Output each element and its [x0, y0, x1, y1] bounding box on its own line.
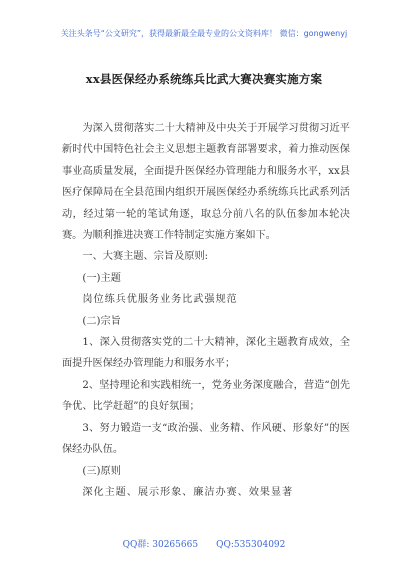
purpose-item-1: 1、深入贯彻落实党的二十大精神，深化主题教育成效，全面提升医保经办管理能力和服务水平；	[62, 337, 350, 370]
footer-qq-number: QQ:535304092	[216, 540, 286, 550]
subheading-principles: (三)原则	[82, 465, 121, 477]
purpose-item-2: 2、坚持理论和实践相统一，党务业务深度融合，营造“创先争优、比学赶超”的良好氛围；	[62, 379, 350, 413]
document-body	[62, 118, 350, 503]
header-banner: 关注头条号“公文研究”，获得最新最全最专业的公文资料库！ 微信：gongwenyj	[60, 29, 348, 38]
footer-qq-group: QQ群: 30265665	[122, 540, 199, 550]
subheading-purpose: (二)宗旨	[82, 315, 121, 327]
subheading-theme: (一)主题	[82, 272, 121, 284]
theme-text: 岗位练兵优服务业务比武强规范	[82, 294, 238, 306]
section-heading-theme-purpose-principles: 一、大赛主题、宗旨及原则:	[82, 251, 209, 263]
intro-paragraph: 为深入贯彻落实二十大精神及中央关于开展学习贯彻习近平新时代中国特色社会主义思想主题教育部署要求，着力推动医保事业高质量发展，全面提升医保经办管理能力和服务水平，xx县医疗保障局在全县范围内组织开展医保经办系统练兵比武系列活动，经过第一轮的笔试角逐，取总分前八名的队伍参加本轮决赛。为顺利推进决赛工作特制定实施方案如下。	[62, 123, 350, 242]
footer-contact	[0, 537, 408, 550]
purpose-item-3: 3、努力锻造一支“政治强、业务精、作风硬、形象好”的医保经办队伍。	[62, 422, 350, 456]
principles-text: 深化主题、展示形象、廉洁办赛、效果显著	[82, 486, 294, 498]
document-title: xx县医保经办系统练兵比武大赛决赛实施方案	[85, 72, 323, 86]
